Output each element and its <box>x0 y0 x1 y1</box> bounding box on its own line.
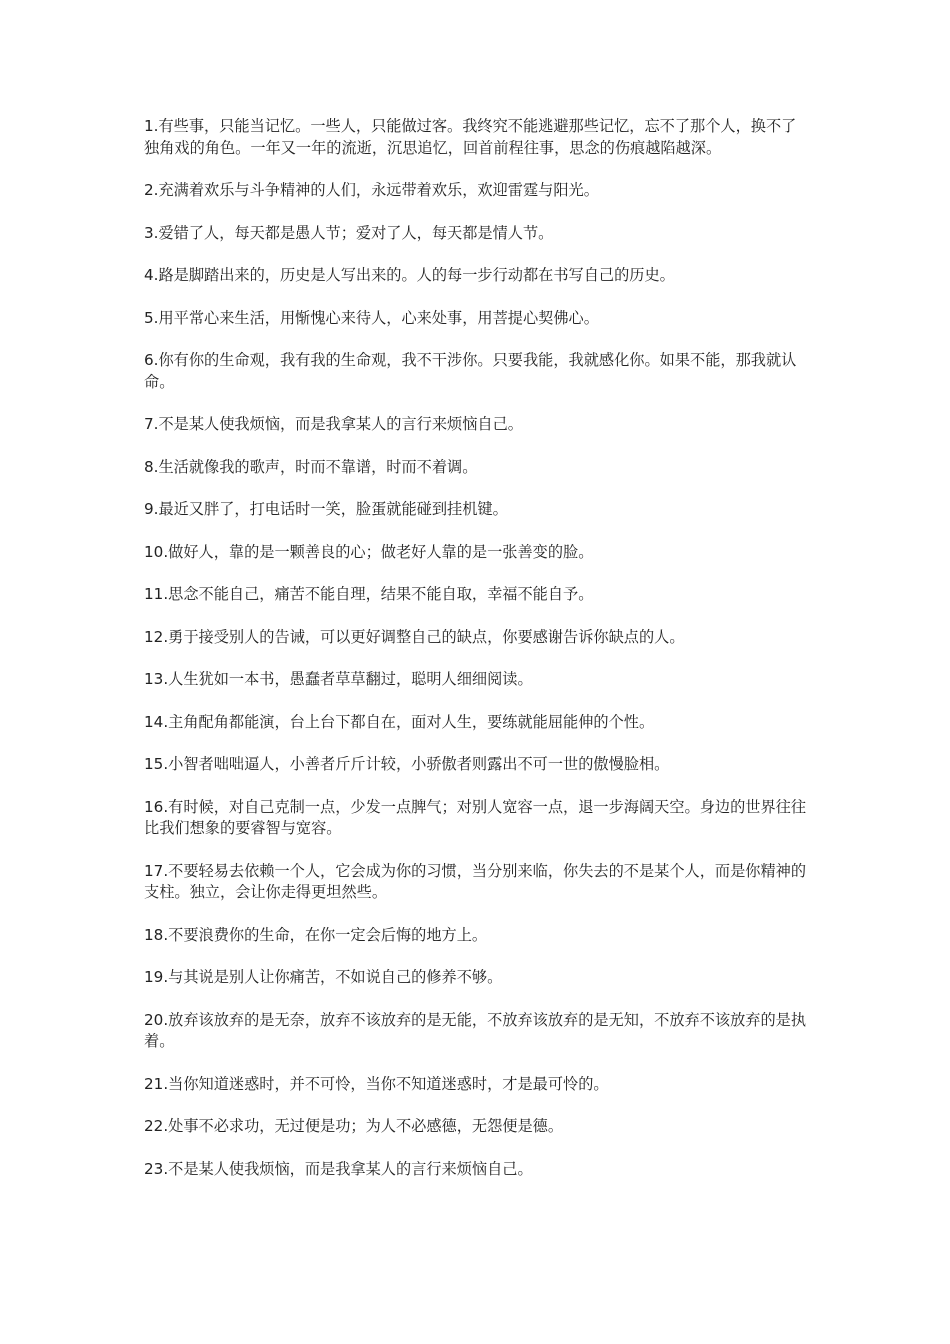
quote-item: 2.充满着欢乐与斗争精神的人们，永远带着欢乐，欢迎雷霆与阳光。 <box>144 181 599 199</box>
quote-item: 16.有时候，对自己克制一点，少发一点脾气；对别人宽容一点，退一步海阔天空。身边的世界往往比我们想象的要睿智与宽容。 <box>144 797 807 837</box>
quote-item: 6.你有你的生命观，我有我的生命观，我不干涉你。只要我能，我就感化你。如果不能，那我就认命。 <box>144 351 797 391</box>
quote-item: 20.放弃该放弃的是无奈，放弃不该放弃的是无能，不放弃该放弃的是无知，不放弃不该放弃的是执着。 <box>144 1010 807 1050</box>
quote-item: 14.主角配角都能演，台上台下都自在，面对人生，要练就能屈能伸的个性。 <box>144 712 655 731</box>
quote-list <box>144 116 808 1201</box>
quote-item: 18.不要浪费你的生命，在你一定会后悔的地方上。 <box>144 925 488 944</box>
quote-item: 19.与其说是别人让你痛苦，不如说自己的修养不够。 <box>144 968 503 986</box>
quote-item: 10.做好人，靠的是一颗善良的心；做老好人靠的是一张善变的脸。 <box>144 542 594 561</box>
quote-item: 8.生活就像我的歌声，时而不靠谱，时而不着调。 <box>144 457 478 476</box>
quote-item: 15.小智者咄咄逼人，小善者斤斤计较，小骄傲者则露出不可一世的傲慢脸相。 <box>144 755 670 773</box>
quote-item: 12.勇于接受别人的告诫，可以更好调整自己的缺点，你要感谢告诉你缺点的人。 <box>144 627 685 646</box>
quote-item: 17.不要轻易去依赖一个人，它会成为你的习惯，当分别来临，你失去的不是某个人，而是你精神的支柱。独立，会让你走得更坦然些。 <box>144 861 807 901</box>
quote-item: 7.不是某人使我烦恼，而是我拿某人的言行来烦恼自己。 <box>144 415 523 433</box>
quote-item: 11.思念不能自己，痛苦不能自理，结果不能自取，幸福不能自予。 <box>144 585 594 603</box>
quote-item: 1.有些事，只能当记忆。一些人，只能做过客。我终究不能逃避那些记忆，忘不了那个人，换不了独角戏的角色。一年又一年的流逝，沉思追忆，回首前程往事，思念的伤痕越陷越深。 <box>144 117 797 157</box>
quote-item: 3.爱错了人，每天都是愚人节；爱对了人，每天都是情人节。 <box>144 223 554 242</box>
quote-item: 21.当你知道迷惑时，并不可怜，当你不知道迷惑时，才是最可怜的。 <box>144 1074 609 1093</box>
quote-item: 5.用平常心来生活，用惭愧心来待人，心来处事，用菩提心契佛心。 <box>144 308 599 327</box>
quote-item: 4.路是脚踏出来的，历史是人写出来的。人的每一步行动都在书写自己的历史。 <box>144 266 675 284</box>
quote-item: 9.最近又胖了，打电话时一笑，脸蛋就能碰到挂机键。 <box>144 500 508 518</box>
quote-item: 23.不是某人使我烦恼，而是我拿某人的言行来烦恼自己。 <box>144 1159 533 1178</box>
quote-item: 13.人生犹如一本书，愚蠢者草草翻过，聪明人细细阅读。 <box>144 670 533 688</box>
quote-item: 22.处事不必求功，无过便是功；为人不必感德，无怨便是德。 <box>144 1117 564 1135</box>
